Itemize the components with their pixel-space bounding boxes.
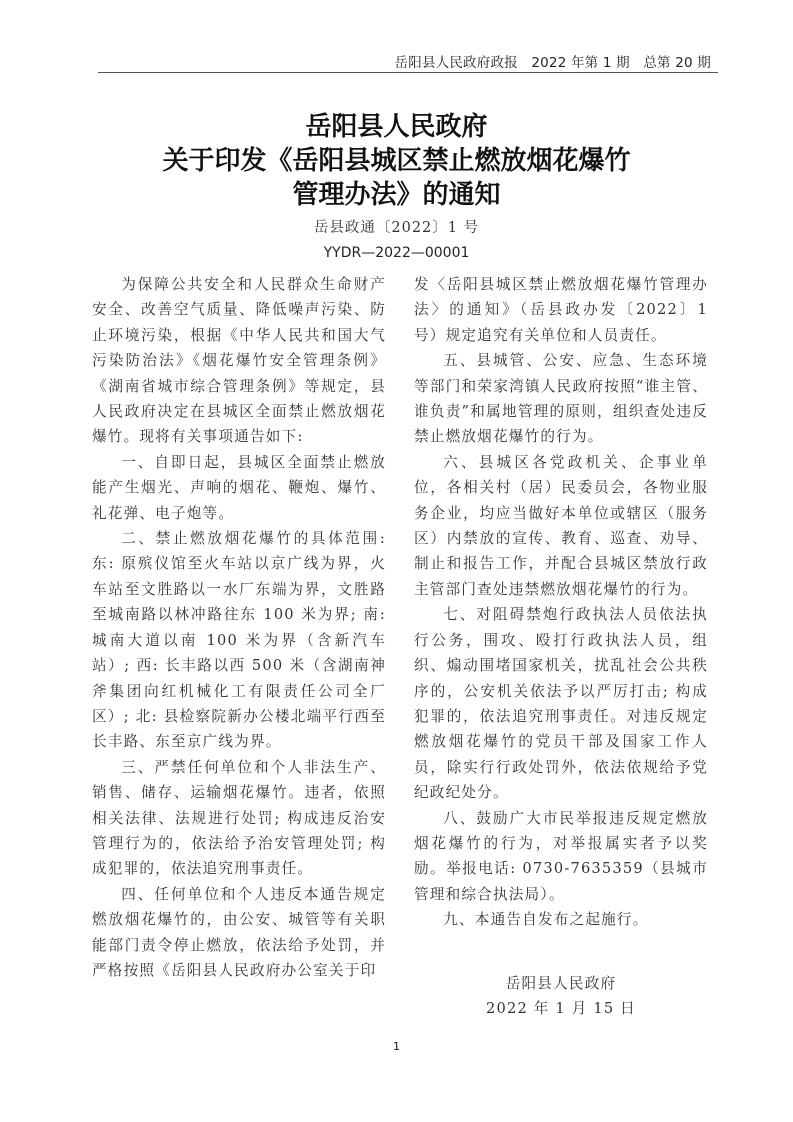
header-divider [98, 72, 718, 73]
paragraph-item-7: 七、对阻碍禁炮行政执法人员依法执行公务，围攻、殴打行政执法人员，组织、煽动围堵国家机关，扰乱社会公共秩序的，公安机关依法予以严厉打击; 构成犯罪的，依法追究刑事责任。对违反规定燃放烟花爆竹的党员干部及国家工作人员，除实行行政处罚外，依法依规给予党纪政纪处分。 [414, 606, 708, 802]
paragraph-item-3: 三、严禁任何单位和个人非法生产、销售、储存、运输烟花爆竹。违者，依照相关法律、法规进行处罚; 构成违反治安管理行为的，依法给予治安管理处罚; 构成犯罪的，依法追究刑事责任。 [92, 758, 386, 878]
paragraph-item-9: 九、本通告自发布之起施行。 [443, 911, 649, 929]
page-number: 1 [393, 1040, 400, 1053]
paragraph-item-5: 五、县城管、公安、应急、生态环境等部门和荣家湾镇人民政府按照“谁主管、谁负责”和属地管理的原则，组织查处违反禁止燃放烟花爆竹的行为。 [414, 352, 708, 446]
signature-issuer: 岳阳县人民政府 [505, 974, 617, 992]
paragraph-item-2: 二、禁止燃放烟花爆竹的具体范围:东: 原殡仪馆至火车站以京广线为界，火车站至文胜路以一水厂东端为界，文胜路至城南路以林冲路往东 100 米为界; 南: 城南大道以南 100 米为界（含新汽车站）; 西: 长丰路以西 500 米（含湖南神斧集团向红机械化工有限责任公司全厂区）; 北: 县检察院新办公楼北端平行西至长丰路、东至京广线为界。 [92, 530, 386, 751]
left-column [92, 272, 386, 983]
document-number: 岳县政通〔2022〕1 号 [313, 220, 480, 236]
running-header: 岳阳县人民政府政报 2022 年第 1 期 总第 20 期 [394, 55, 711, 71]
paragraph-preamble: 为保障公共安全和人民群众生命财产安全、改善空气质量、降低噪声污染、防止环境污染，根据《中华人民共和国大气污染防治法》《烟花爆竹安全管理条例》《湖南省城市综合管理条例》等规定，县人民政府决定在县城区全面禁止燃放烟花爆竹。现将有关事项通告如下: [92, 276, 386, 446]
paragraph-item-4: 四、任何单位和个人违反本通告规定燃放烟花爆竹的，由公安、城管等有关职能部门责令停止燃放，依法给予处罚，并严格按照《岳阳县人民政府办公室关于印 [92, 885, 386, 979]
right-column [414, 272, 708, 1021]
paragraph-item-6: 六、县城区各党政机关、企事业单位，各相关村（居）民委员会，各物业服务企业，均应当做好本单位或辖区（服务区）内禁放的宣传、教育、巡查、劝导、制止和报告工作，并配合县城区禁放行政主管部门查处违禁燃放烟花爆竹的行为。 [414, 453, 708, 598]
title-line-2: 关于印发《岳阳县城区禁止燃放烟花爆竹 [162, 146, 631, 176]
document-title [0, 110, 793, 212]
signature-date: 2022 年 1 月 15 日 [486, 999, 636, 1017]
paragraph-item-4-continued: 发〈岳阳县城区禁止燃放烟花爆竹管理办法〉的通知》（岳县政办发〔2022〕1 号）规定追究有关单位和人员责任。 [414, 276, 708, 344]
title-line-1: 岳阳县人民政府 [305, 112, 488, 142]
paragraph-item-8: 八、鼓励广大市民举报违反规定燃放烟花爆竹的行为，对举报属实者予以奖励。举报电话: 0730-7635359（县城市管理和综合执法局）。 [414, 809, 708, 903]
document-code: YYDR—2022—00001 [323, 245, 470, 261]
paragraph-item-1: 一、自即日起，县城区全面禁止燃放能产生烟光、声响的烟花、鞭炮、爆竹、礼花弹、电子炮等。 [92, 453, 386, 522]
title-line-3: 管理办法》的通知 [292, 180, 501, 210]
